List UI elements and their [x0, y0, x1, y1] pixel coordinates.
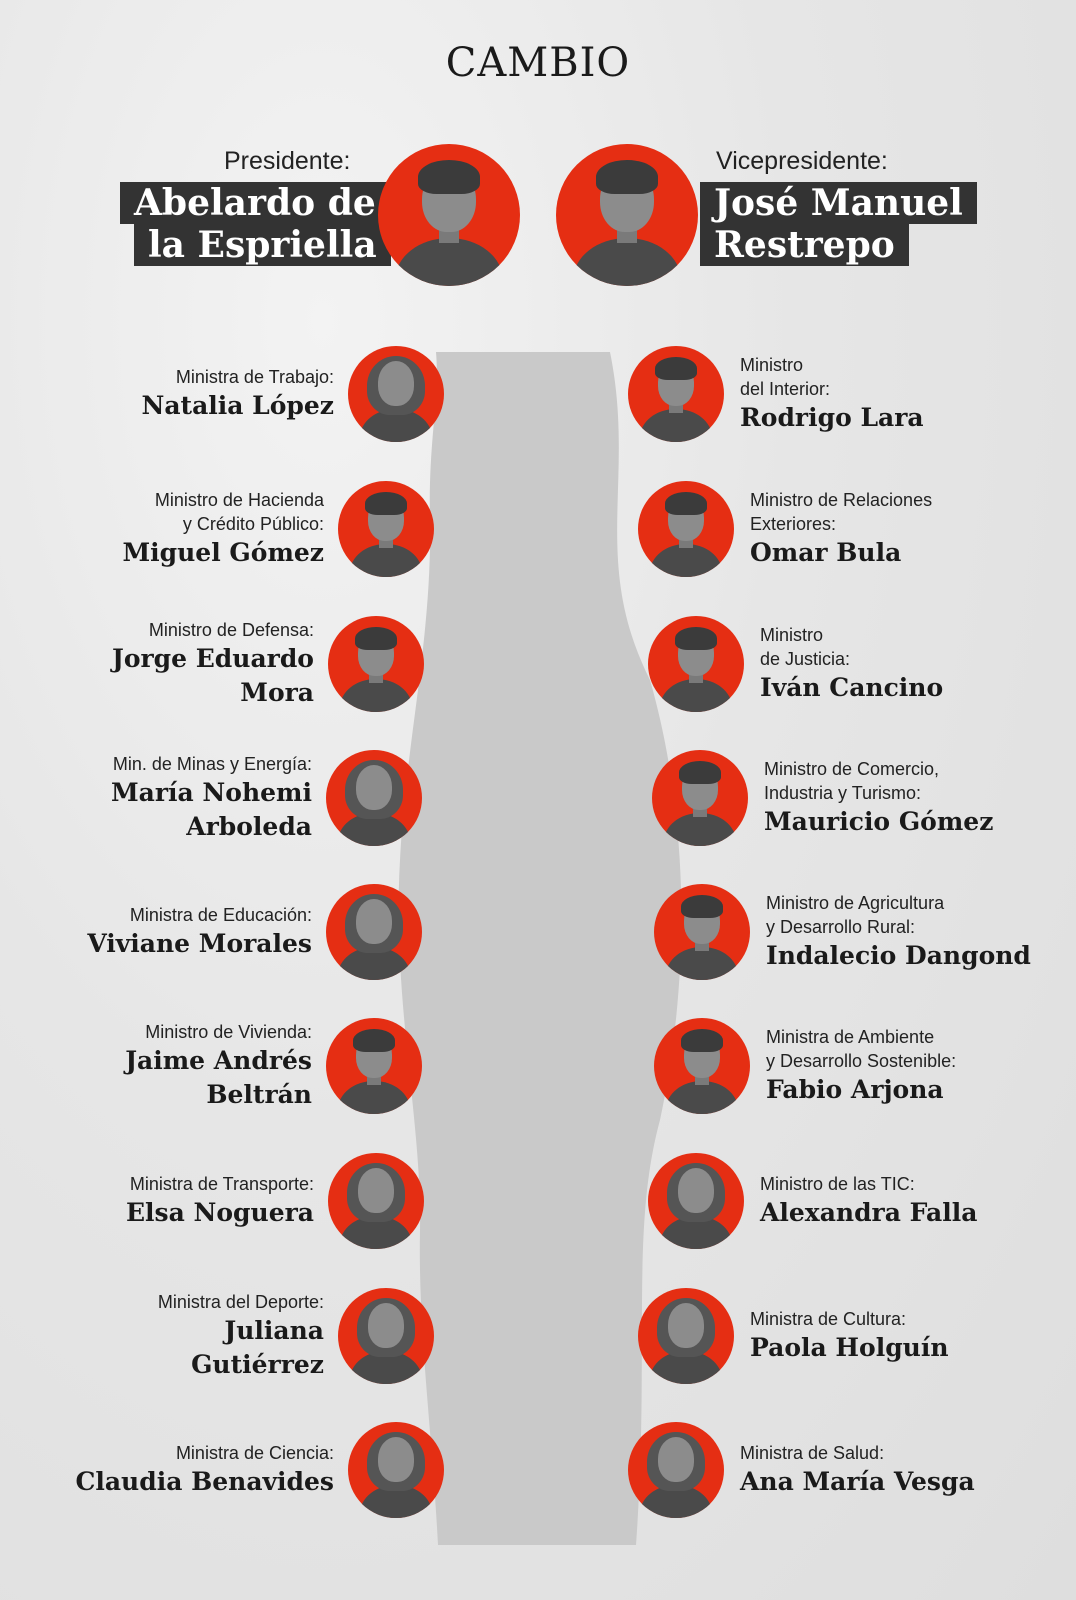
right-minister-1-name: Omar Bula [750, 538, 902, 567]
right-minister-4-photo [654, 884, 750, 980]
president-photo [378, 144, 520, 286]
left-minister-0-photo [348, 346, 444, 442]
right-minister-0-name: Rodrigo Lara [740, 403, 924, 432]
vicepresident-label: Vicepresidente: [716, 147, 888, 175]
left-minister-6-photo [328, 1153, 424, 1249]
left-minister-4-role: Ministra de Educación: [129, 905, 312, 925]
right-minister-1-role: Ministro de Relaciones [750, 490, 933, 510]
left-minister-6-role: Ministra de Transporte: [129, 1174, 314, 1194]
right-minister-2-role: Ministro [760, 625, 824, 645]
president-name-line2: la Espriella [134, 224, 391, 266]
right-minister-4-role: Ministro de Agricultura [766, 893, 945, 913]
left-minister-2-role: Ministro de Defensa: [148, 620, 314, 640]
right-minister-0-photo [628, 346, 724, 442]
right-minister-5-photo [654, 1018, 750, 1114]
left-minister-3-name: María Nohemi [110, 778, 312, 807]
left-minister-4-name: Viviane Morales [87, 929, 312, 958]
left-minister-2-photo [328, 616, 424, 712]
left-minister-1-role: Ministro de Hacienda [154, 490, 324, 510]
right-minister-3-photo [652, 750, 748, 846]
president-name-line1: Abelardo de [120, 182, 390, 224]
right-minister-4-name: Indalecio Dangond [766, 941, 1031, 970]
president-label: Presidente: [224, 147, 351, 175]
right-minister-7-photo [638, 1288, 734, 1384]
right-minister-5-name: Fabio Arjona [766, 1075, 944, 1104]
right-minister-7-name: Paola Holguín [750, 1333, 949, 1362]
right-minister-0-role: Ministro [740, 355, 804, 375]
left-minister-6-name: Elsa Noguera [126, 1198, 314, 1227]
left-minister-5-role: Ministro de Vivienda: [145, 1022, 312, 1042]
right-minister-8-photo [628, 1422, 724, 1518]
right-minister-3-name: Mauricio Gómez [764, 807, 994, 836]
left-minister-0-name: Natalia López [141, 391, 334, 420]
right-minister-6-name: Alexandra Falla [760, 1198, 978, 1227]
left-minister-7-role: Ministra del Deporte: [157, 1292, 324, 1312]
left-minister-5-name: Jaime Andrés [125, 1046, 312, 1075]
left-minister-1-name: Miguel Gómez [122, 538, 324, 567]
right-minister-1-photo [638, 481, 734, 577]
right-minister-6-photo [648, 1153, 744, 1249]
right-minister-2-name: Iván Cancino [760, 673, 944, 702]
vicepresident-name-line2: Restrepo [700, 224, 909, 266]
left-minister-8-photo [348, 1422, 444, 1518]
right-minister-1-role: Exteriores: [750, 514, 837, 534]
right-minister-2-photo [648, 616, 744, 712]
right-minister-4-role: y Desarrollo Rural: [766, 917, 916, 937]
brand-logo: CAMBIO [445, 40, 631, 86]
right-minister-5-role: y Desarrollo Sostenible: [766, 1051, 957, 1071]
left-minister-3-role: Min. de Minas y Energía: [112, 754, 312, 774]
right-minister-8-role: Ministra de Salud: [740, 1443, 885, 1463]
right-minister-3-role: Industria y Turismo: [764, 783, 922, 803]
left-minister-2-name: Mora [240, 678, 314, 707]
left-minister-1-photo [338, 481, 434, 577]
left-minister-5-name: Beltrán [206, 1080, 312, 1109]
right-minister-6-role: Ministro de las TIC: [760, 1174, 915, 1194]
left-minister-7-name: Juliana [224, 1316, 324, 1345]
right-minister-8-name: Ana María Vesga [740, 1467, 975, 1496]
vicepresident-photo [556, 144, 698, 286]
right-minister-3-role: Ministro de Comercio, [764, 759, 940, 779]
left-minister-5-photo [326, 1018, 422, 1114]
right-minister-2-role: de Justicia: [760, 649, 851, 669]
left-minister-3-photo [326, 750, 422, 846]
right-minister-7-role: Ministra de Cultura: [750, 1309, 907, 1329]
left-minister-7-name: Gutiérrez [191, 1350, 324, 1379]
right-minister-5-role: Ministra de Ambiente [766, 1027, 935, 1047]
left-minister-4-photo [326, 884, 422, 980]
right-minister-0-role: del Interior: [740, 379, 831, 399]
left-minister-8-role: Ministra de Ciencia: [175, 1443, 334, 1463]
left-minister-3-name: Arboleda [186, 812, 312, 841]
left-minister-2-name: Jorge Eduardo [111, 644, 314, 673]
left-minister-1-role: y Crédito Público: [182, 514, 324, 534]
vicepresident-name-line1: José Manuel [700, 182, 977, 224]
left-minister-8-name: Claudia Benavides [75, 1467, 334, 1496]
left-minister-7-photo [338, 1288, 434, 1384]
left-minister-0-role: Ministra de Trabajo: [175, 367, 334, 387]
